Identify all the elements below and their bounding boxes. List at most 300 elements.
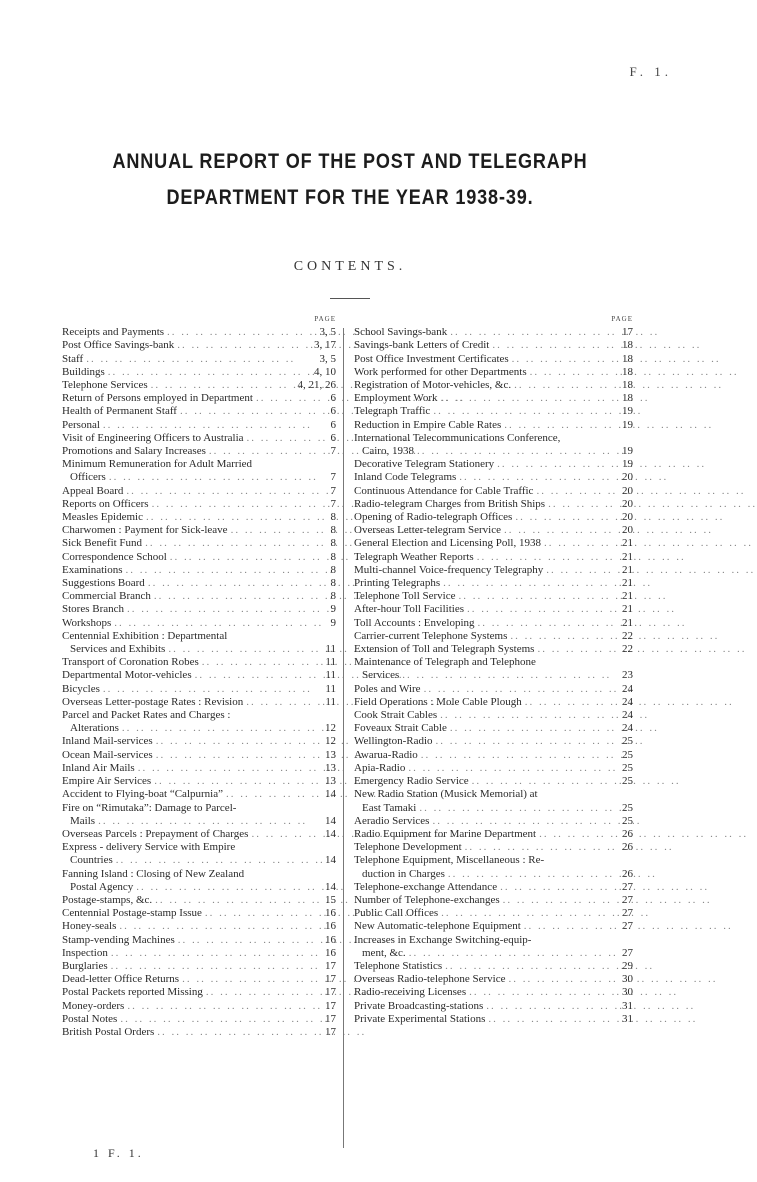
leader-dots bbox=[522, 696, 617, 709]
entry-page-number: 21 bbox=[622, 577, 633, 590]
entry-title-continued: Cairo, 1938 bbox=[362, 445, 414, 458]
entry-title: Bicycles bbox=[62, 682, 100, 695]
entry-page-number: 9 bbox=[330, 603, 336, 616]
leader-dots bbox=[105, 366, 314, 379]
entry-title-continued: duction in Charges bbox=[362, 867, 445, 880]
contents-entry-continuation bbox=[62, 854, 336, 867]
entry-title-continued: Services and Exhibits bbox=[70, 643, 166, 656]
entry-page-number: 8 bbox=[330, 524, 336, 537]
leader-dots bbox=[175, 934, 320, 947]
entry-title: Dead-letter Office Returns bbox=[62, 973, 180, 986]
leader-dots bbox=[500, 894, 617, 907]
entry-title-continued: ment, &c. bbox=[362, 946, 406, 959]
entry-title: Stores Branch bbox=[62, 603, 125, 616]
entry-title-continued: East Tamaki bbox=[362, 801, 417, 814]
leader-dots bbox=[501, 419, 617, 432]
entry-page-number: 24 bbox=[622, 709, 633, 722]
leader-dots bbox=[521, 920, 617, 933]
contents-entry bbox=[62, 841, 336, 854]
leader-dots bbox=[165, 643, 320, 656]
entry-page-number: 6 bbox=[330, 431, 336, 444]
entry-page-number: 14 bbox=[325, 788, 336, 801]
entry-title: Fanning Island : Closing of New Zealand bbox=[62, 867, 245, 880]
leader-dots bbox=[177, 405, 320, 418]
leader-dots bbox=[202, 907, 320, 920]
entry-title: Awarua-Radio bbox=[354, 748, 418, 761]
leader-dots bbox=[123, 485, 320, 498]
entry-page-number: 27 bbox=[622, 907, 633, 920]
entry-title: Increases in Exchange Switching-equip- bbox=[354, 933, 532, 946]
entry-title: Telephone Equipment, Miscellaneous : Re- bbox=[354, 854, 545, 867]
leader-dots bbox=[119, 722, 320, 735]
contents-entry bbox=[354, 603, 633, 616]
leader-dots bbox=[438, 392, 617, 405]
contents-entry bbox=[354, 643, 633, 656]
contents-entry bbox=[354, 683, 633, 696]
leader-dots bbox=[466, 986, 617, 999]
contents-entry bbox=[62, 617, 336, 630]
leader-dots bbox=[228, 524, 320, 537]
entry-page-number: 14 bbox=[325, 814, 336, 827]
contents-entry bbox=[62, 405, 336, 418]
contents-entry-continuation bbox=[354, 868, 633, 881]
entry-title: Telephone-exchange Attendance bbox=[354, 880, 498, 893]
contents-entry bbox=[62, 590, 336, 603]
entry-title: Opening of Radio-telegraph Offices bbox=[354, 511, 513, 524]
entry-page-number: 6 bbox=[330, 405, 336, 418]
leader-dots bbox=[543, 564, 617, 577]
entry-page-number: 21 bbox=[622, 616, 633, 629]
entry-title: Number of Telephone-exchanges bbox=[354, 893, 500, 906]
entry-title: Aeradio Services bbox=[354, 814, 430, 827]
entry-title: Multi-channel Voice-frequency Telegraphy bbox=[354, 563, 544, 576]
contents-entry bbox=[354, 524, 633, 537]
entry-title: Wellington-Radio bbox=[354, 735, 433, 748]
entry-page-number: 11 bbox=[325, 656, 336, 669]
contents-entry bbox=[354, 986, 633, 999]
entry-page-number: 3, 5 bbox=[319, 352, 336, 365]
entry-title: New Radio Station (Musick Memorial) at bbox=[354, 788, 538, 801]
contents-entry bbox=[354, 458, 633, 471]
entry-title: Telephone Toll Service bbox=[354, 590, 456, 603]
heading-rule bbox=[330, 298, 370, 299]
leader-dots bbox=[153, 735, 320, 748]
leader-dots bbox=[527, 366, 617, 379]
entry-page-number: 22 bbox=[622, 643, 633, 656]
leader-dots bbox=[248, 828, 320, 841]
leader-dots bbox=[206, 445, 320, 458]
leader-dots bbox=[167, 551, 320, 564]
entry-title: Visit of Engineering Officers to Australia bbox=[62, 431, 244, 444]
leader-dots bbox=[192, 669, 320, 682]
entry-page-number: 3, 5 bbox=[319, 326, 336, 339]
leader-dots bbox=[244, 432, 320, 445]
entry-title: Registration of Motor-vehicles, &c. bbox=[354, 379, 512, 391]
leader-dots bbox=[243, 696, 320, 709]
entry-page-number: 18 bbox=[622, 365, 633, 378]
entry-page-number: 21 bbox=[622, 550, 633, 563]
contents-entry bbox=[354, 405, 633, 418]
leader-dots bbox=[116, 920, 320, 933]
entry-title: Burglaries bbox=[62, 959, 108, 972]
contents-entry-continuation bbox=[62, 815, 336, 828]
contents-entry bbox=[62, 379, 336, 392]
entry-page-number: 15 bbox=[325, 893, 336, 906]
contents-entry-continuation bbox=[62, 881, 336, 894]
leader-dots bbox=[418, 749, 617, 762]
entry-title: Inspection bbox=[62, 946, 108, 959]
leader-dots bbox=[149, 498, 320, 511]
leader-dots bbox=[437, 709, 617, 722]
entry-title: Workshops bbox=[62, 616, 112, 629]
entry-page-number: 8 bbox=[330, 563, 336, 576]
entry-page-number: 17 bbox=[325, 1012, 336, 1025]
entry-title: Postage-stamps, &c. bbox=[62, 893, 153, 906]
entry-page-number: 19 bbox=[622, 418, 633, 431]
page-column-label: PAGE bbox=[314, 315, 336, 323]
leader-dots bbox=[533, 485, 617, 498]
contents-entry bbox=[62, 986, 336, 999]
contents-entry bbox=[62, 458, 336, 471]
entry-page-number: 25 bbox=[622, 748, 633, 761]
entry-title: Radio Equipment for Marine Department bbox=[354, 827, 537, 840]
leader-dots bbox=[135, 762, 320, 775]
entry-page-number: 14 bbox=[325, 854, 336, 867]
leader-dots bbox=[456, 590, 617, 603]
entry-page-number: 8 bbox=[330, 511, 336, 524]
entry-page-number: 18 bbox=[622, 339, 633, 352]
entry-title: Private Experimental Stations bbox=[354, 1012, 486, 1025]
contents-entry bbox=[62, 564, 336, 577]
entry-title: Correspondence School bbox=[62, 550, 167, 563]
entry-page-number: 30 bbox=[622, 986, 633, 999]
entry-page-number: 8 bbox=[330, 537, 336, 550]
contents-entry bbox=[354, 735, 633, 748]
entry-title: Staff bbox=[62, 352, 84, 365]
contents-entry bbox=[354, 656, 633, 669]
contents-entry bbox=[62, 709, 336, 722]
entry-title: Decorative Telegram Stationery bbox=[354, 458, 495, 471]
leader-dots bbox=[475, 617, 617, 630]
entry-title: International Telecommunications Conference, bbox=[354, 431, 561, 444]
contents-entry bbox=[354, 366, 633, 379]
leader-dots bbox=[106, 471, 320, 484]
report-title-line-2: DEPARTMENT FOR THE YEAR 1938-39. bbox=[166, 186, 534, 209]
entry-page-number: 8 bbox=[330, 577, 336, 590]
entry-title: Minimum Remuneration for Adult Married bbox=[62, 458, 253, 471]
entry-page-number: 18 bbox=[622, 392, 633, 405]
contents-entry bbox=[62, 920, 336, 933]
leader-dots bbox=[111, 617, 320, 630]
contents-entry bbox=[62, 960, 336, 973]
entry-title: Telephone Development bbox=[354, 841, 462, 854]
entry-title: After-hour Toll Facilities bbox=[354, 603, 465, 616]
entry-title: Commercial Branch bbox=[62, 590, 151, 603]
entry-title: Postal Packets reported Missing bbox=[62, 986, 203, 999]
leader-dots bbox=[545, 498, 617, 511]
leader-dots bbox=[148, 379, 298, 392]
leader-dots bbox=[117, 1013, 320, 1026]
entry-page-number: 19 bbox=[622, 445, 633, 458]
leader-dots bbox=[501, 524, 617, 537]
entry-title: Promotions and Salary Increases bbox=[62, 445, 206, 458]
leader-dots bbox=[145, 577, 320, 590]
contents-entry bbox=[62, 735, 336, 748]
leader-dots bbox=[100, 419, 320, 432]
leader-dots bbox=[179, 973, 320, 986]
entry-page-number: 11 bbox=[325, 682, 336, 695]
contents-entry-continuation bbox=[62, 722, 336, 735]
contents-entry bbox=[354, 894, 633, 907]
entry-page-number: 13 bbox=[325, 748, 336, 761]
leader-dots bbox=[512, 511, 617, 524]
entry-page-number: 22 bbox=[622, 629, 633, 642]
contents-entry bbox=[62, 749, 336, 762]
entry-title: Departmental Motor-vehicles bbox=[62, 669, 192, 682]
leader-dots bbox=[113, 854, 320, 867]
entry-title: British Postal Orders bbox=[62, 1025, 155, 1038]
entry-page-number: 24 bbox=[622, 695, 633, 708]
contents-entry bbox=[62, 366, 336, 379]
contents-entry-continuation bbox=[354, 445, 633, 458]
entry-page-number: 20 bbox=[622, 484, 633, 497]
entry-title: Toll Accounts : Enveloping bbox=[354, 616, 475, 629]
entry-page-number: 13 bbox=[325, 775, 336, 788]
entry-page-number: 14 bbox=[325, 827, 336, 840]
entry-page-number: 18 bbox=[622, 352, 633, 365]
leader-dots bbox=[541, 537, 617, 550]
leader-dots bbox=[95, 815, 320, 828]
entry-page-number: 31 bbox=[622, 1012, 633, 1025]
entry-page-number: 6 bbox=[330, 392, 336, 405]
leader-dots bbox=[447, 722, 617, 735]
contents-entry bbox=[62, 339, 336, 352]
contents-entry bbox=[62, 656, 336, 669]
contents-entry bbox=[354, 590, 633, 603]
entry-page-number: 4, 21, 26 bbox=[297, 379, 336, 391]
leader-dots bbox=[142, 537, 320, 550]
contents-entry bbox=[354, 881, 633, 894]
entry-title-continued: Alterations bbox=[70, 722, 119, 735]
contents-entry bbox=[354, 1013, 633, 1026]
contents-entry bbox=[354, 511, 633, 524]
entry-title-continued: Officers bbox=[70, 471, 106, 484]
contents-entry bbox=[354, 617, 633, 630]
entry-title-continued: Mails bbox=[70, 814, 96, 827]
entry-title: Apia-Radio bbox=[354, 761, 406, 774]
entry-title: Printing Telegraphs bbox=[354, 577, 441, 590]
contents-entry bbox=[354, 788, 633, 801]
contents-entry bbox=[62, 934, 336, 947]
contents-entry bbox=[62, 537, 336, 550]
contents-entry bbox=[62, 353, 336, 366]
contents-entry bbox=[354, 339, 633, 352]
entry-page-number: 7 bbox=[330, 497, 336, 510]
entry-page-number: 7 bbox=[330, 484, 336, 497]
entry-title: Ocean Mail-services bbox=[62, 748, 153, 761]
contents-entry bbox=[62, 947, 336, 960]
entry-title: Receipts and Payments bbox=[62, 326, 165, 339]
entry-title: Employment Work bbox=[354, 392, 438, 405]
contents-entry bbox=[354, 577, 633, 590]
contents-entry bbox=[62, 524, 336, 537]
contents-entry bbox=[354, 749, 633, 762]
contents-entry bbox=[62, 894, 336, 907]
contents-entry bbox=[354, 419, 633, 432]
entry-title: Measles Epidemic bbox=[62, 511, 143, 524]
page-reference: F. 1. bbox=[629, 64, 672, 79]
entry-page-number: 25 bbox=[622, 735, 633, 748]
contents-entry bbox=[62, 1026, 336, 1039]
contents-entry bbox=[354, 551, 633, 564]
leader-dots bbox=[440, 577, 617, 590]
contents-entry bbox=[354, 498, 633, 511]
entry-page-number: 21 bbox=[622, 537, 633, 550]
leader-dots bbox=[507, 630, 617, 643]
entry-title: New Automatic-telephone Equipment bbox=[354, 920, 521, 933]
entry-page-number: 27 bbox=[622, 946, 633, 959]
contents-entry bbox=[62, 419, 336, 432]
contents-entry bbox=[354, 973, 633, 986]
contents-entry bbox=[62, 432, 336, 445]
contents-left-column bbox=[62, 313, 336, 1039]
leader-dots bbox=[405, 762, 617, 775]
entry-title: Postal Notes bbox=[62, 1012, 118, 1025]
entry-title: Parcel and Packet Rates and Charges : bbox=[62, 709, 231, 722]
entry-page-number: 29 bbox=[622, 959, 633, 972]
contents-entry bbox=[62, 630, 336, 643]
contents-entry bbox=[354, 854, 633, 867]
contents-entry bbox=[354, 841, 633, 854]
contents-entry bbox=[354, 934, 633, 947]
leader-dots bbox=[442, 960, 617, 973]
entry-page-number: 9 bbox=[330, 616, 336, 629]
contents-entry bbox=[354, 379, 633, 392]
entry-title: Overseas Letter-postage Rates : Revision bbox=[62, 695, 244, 708]
leader-dots bbox=[174, 339, 314, 352]
entry-page-number: 8 bbox=[330, 590, 336, 603]
contents-entry bbox=[354, 722, 633, 735]
entry-page-number: 30 bbox=[622, 973, 633, 986]
entry-page-number: 27 bbox=[622, 880, 633, 893]
entry-title: Continuous Attendance for Cable Traffic bbox=[354, 484, 534, 497]
leader-dots bbox=[164, 326, 319, 339]
entry-page-number: 16 bbox=[325, 920, 336, 933]
leader-dots bbox=[430, 405, 617, 418]
entry-page-number: 25 bbox=[622, 801, 633, 814]
contents-heading: CONTENTS. bbox=[293, 259, 407, 274]
contents-entry bbox=[62, 1013, 336, 1026]
leader-dots bbox=[506, 973, 618, 986]
entry-page-number: 17 bbox=[325, 1025, 336, 1038]
entry-page-number: 12 bbox=[325, 735, 336, 748]
page-column-label: PAGE bbox=[611, 315, 633, 323]
entry-title: Public Call Offices bbox=[354, 907, 439, 920]
entry-title: Overseas Letter-telegram Service bbox=[354, 524, 501, 537]
contents-entry bbox=[354, 485, 633, 498]
contents-entry bbox=[354, 762, 633, 775]
entry-page-number: 27 bbox=[622, 920, 633, 933]
entry-title: Telegraph Weather Reports bbox=[354, 550, 474, 563]
leader-dots bbox=[124, 603, 320, 616]
contents-entry bbox=[354, 1000, 633, 1013]
entry-page-number: 24 bbox=[622, 722, 633, 735]
entry-title: School Savings-bank bbox=[354, 326, 448, 339]
leader-dots bbox=[83, 353, 319, 366]
leader-dots bbox=[399, 669, 617, 682]
entry-page-number: 4, 10 bbox=[314, 365, 336, 378]
contents-entry bbox=[62, 1000, 336, 1013]
entry-title: Empire Air Services bbox=[62, 775, 152, 788]
entry-title: Centennial Postage-stamp Issue bbox=[62, 907, 202, 920]
entry-page-number: 26 bbox=[622, 827, 633, 840]
entry-title: Money-orders bbox=[62, 999, 125, 1012]
entry-title: Private Broadcasting-stations bbox=[354, 999, 484, 1012]
contents-entry bbox=[354, 630, 633, 643]
contents-entry bbox=[354, 326, 633, 339]
leader-dots bbox=[474, 551, 617, 564]
entry-title: General Election and Licensing Poll, 1938 bbox=[354, 537, 541, 550]
contents-entry bbox=[62, 907, 336, 920]
contents-entry bbox=[354, 392, 633, 405]
leader-dots bbox=[123, 564, 321, 577]
entry-title: Return of Persons employed in Department bbox=[62, 392, 253, 405]
entry-title: Stamp-vending Machines bbox=[62, 933, 175, 946]
contents-entry bbox=[62, 551, 336, 564]
contents-entry bbox=[62, 788, 336, 801]
entry-page-number: 21 bbox=[622, 603, 633, 616]
leader-dots bbox=[464, 603, 617, 616]
contents-entry bbox=[62, 326, 336, 339]
leader-dots bbox=[151, 590, 320, 603]
left-entries bbox=[62, 326, 336, 1039]
leader-dots bbox=[100, 683, 320, 696]
entry-title: Post Office Savings-bank bbox=[62, 339, 175, 352]
contents-entry-continuation bbox=[62, 471, 336, 484]
entry-title: Overseas Parcels : Prepayment of Charges bbox=[62, 827, 249, 840]
contents-entry bbox=[62, 696, 336, 709]
leader-dots bbox=[462, 841, 617, 854]
entry-title: Emergency Radio Service bbox=[354, 775, 469, 788]
leader-dots bbox=[151, 775, 320, 788]
entry-title: Cook Strait Cables bbox=[354, 709, 438, 722]
leader-dots bbox=[203, 986, 320, 999]
entry-page-number: 20 bbox=[622, 524, 633, 537]
leader-dots bbox=[414, 445, 617, 458]
entry-title: Telegraph Traffic bbox=[354, 405, 431, 418]
column-divider bbox=[343, 328, 344, 1148]
entry-page-number: 17 bbox=[325, 959, 336, 972]
leader-dots bbox=[143, 511, 320, 524]
contents-entry bbox=[62, 669, 336, 682]
contents-entry bbox=[62, 973, 336, 986]
entry-title: Honey-seals bbox=[62, 920, 117, 933]
entry-title: Foveaux Strait Cable bbox=[354, 722, 447, 735]
entry-title: Poles and Wire bbox=[354, 682, 421, 695]
contents-entry bbox=[354, 775, 633, 788]
leader-dots bbox=[534, 643, 617, 656]
entry-title: Centennial Exhibition : Departmental bbox=[62, 629, 228, 642]
entry-page-number: 25 bbox=[622, 775, 633, 788]
contents-entry bbox=[354, 696, 633, 709]
entry-page-number: 11 bbox=[325, 669, 336, 682]
contents-entry bbox=[62, 445, 336, 458]
entry-title: Sick Benefit Fund bbox=[62, 537, 143, 550]
leader-dots bbox=[456, 471, 617, 484]
leader-dots bbox=[406, 947, 617, 960]
contents-entry bbox=[62, 511, 336, 524]
contents-entry bbox=[354, 564, 633, 577]
